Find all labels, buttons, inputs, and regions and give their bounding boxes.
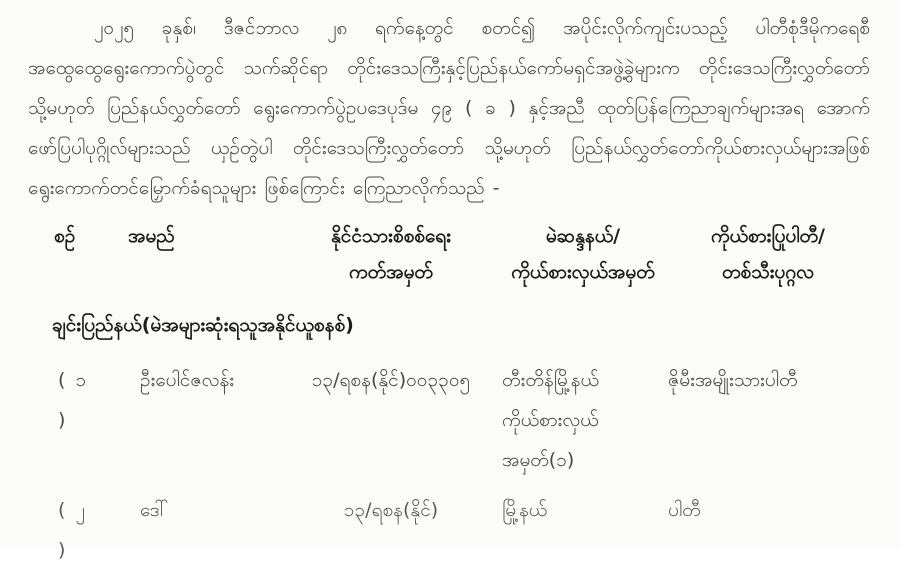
partial-row-serial: ( ၂ ) [58, 499, 87, 561]
column-header-party-line2: တစ်သီးပုဂ္ဂလ [722, 261, 814, 283]
column-header-party-line1: ကိုယ်စားပြုပါတီ/ [711, 225, 825, 247]
row-constituency-line3: အမှတ်(၁) [502, 449, 575, 471]
column-header-constituency [502, 218, 664, 290]
partial-row-name: ဒေါ် [140, 499, 169, 521]
partial-row-nrc-number: ၁၃/ရစန(နိုင်) [343, 499, 439, 521]
column-header-party [664, 218, 872, 290]
row-party: ဇိုမီးအမျိုးသားပါတီ [668, 369, 798, 391]
table-row [52, 360, 870, 480]
row-constituency-line2: ကိုယ်စားလှယ် [502, 409, 599, 431]
column-header-serial-line1: စဉ် [54, 225, 76, 247]
column-header-constituency-line1: မဲဆန္ဒနယ်/ [545, 225, 621, 247]
table-row-partial [52, 490, 870, 561]
row-serial: ( ၁ ) [58, 369, 89, 431]
row-constituency [502, 360, 664, 480]
column-header-serial [52, 218, 100, 290]
column-header-name [100, 218, 280, 290]
table-header-row [52, 218, 870, 290]
section-title-chin-state: ချင်းပြည်နယ်(မဲအများဆုံးရသူအနိုင်ယူစနစ်) [52, 314, 354, 336]
announcement-paragraph: ၂၀၂၅ ခုနှစ်၊ ဒီဇင်ဘာလ ၂၈ ရက်နေ့တွင် စတင်၍ အပိုင်းလိုက်ကျင်းပသည့် ပါတီစုံဒီမိုကရေစီ အထွေထွေရွေးကောက်ပွဲတွင် သက်ဆိုင်ရာ တိုင်းဒေသကြီးနှင့်ပြည်နယ်ကော်မရှင်အဖွဲ့ခွဲများက တိုင်းဒေသကြီးလွှတ်တော် သို့မဟုတ် ပြည်နယ်လွှတ်တော် ရွေးကောက်ပွဲဥပဒေပုဒ်မ ၄၉ ( ခ ) နှင့်အညီ ထုတ်ပြန်ကြေညာချက်များအရ အောက်ဖော်ပြပါပုဂ္ဂိုလ်များသည် ယှဉ်တွဲပါ တိုင်းဒေသကြီးလွှတ်တော် သို့မဟုတ် ပြည်နယ်လွှတ်တော်ကိုယ်စားလှယ်များအဖြစ် ရွေးကောက်တင်မြှောက်ခံရသူများ ဖြစ်ကြောင်း ကြေညာလိုက်သည် - [28, 17, 870, 199]
column-header-nrc-line1: နိုင်ငံသားစိစစ်ရေး [330, 225, 451, 247]
partial-row-constituency: မြို့နယ် [502, 499, 548, 521]
partial-row-party: ပါတီ [668, 499, 701, 521]
column-header-nrc-line2: ကတ်အမှတ် [349, 261, 433, 283]
row-name: ဦးပေါင်ဇလန်း [140, 369, 235, 391]
row-nrc-number: ၁၃/ရစန(နိုင်)၀၀၃၃၀၅ [311, 369, 471, 391]
column-header-name-line1: အမည် [128, 225, 175, 247]
row-constituency-line1: တီးတိန်မြို့နယ် [502, 369, 599, 391]
column-header-constituency-line2: ကိုယ်စားလှယ်အမှတ် [511, 261, 655, 283]
column-header-nrc [280, 218, 502, 290]
